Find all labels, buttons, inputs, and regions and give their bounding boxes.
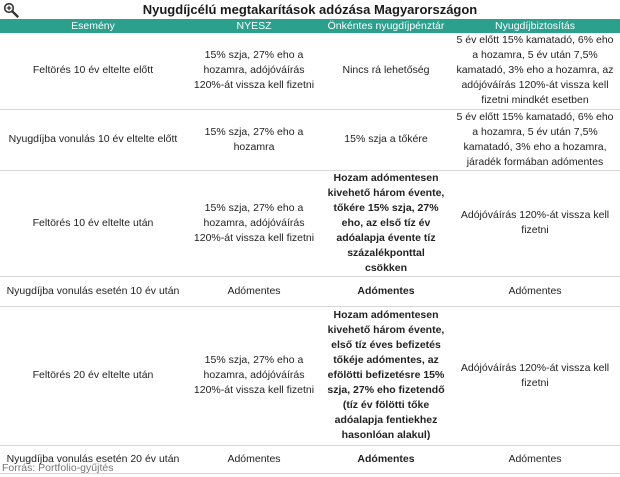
table-row: [0, 306, 620, 445]
table-cell: Nyugdíjba vonulás 10 év eltelte előtt: [0, 109, 186, 170]
table-cell: Adómentes: [322, 445, 450, 473]
table-row: [0, 109, 620, 170]
column-header-event: Esemény: [0, 19, 186, 33]
table-cell: Adómentes: [450, 276, 620, 306]
table-cell: Nyugdíjba vonulás esetén 10 év után: [0, 276, 186, 306]
column-header-pension-fund: Önkéntes nyugdíjpénztár: [322, 19, 450, 33]
table-cell: 15% szja, 27% eho a hozamra, adójóváírás 120%-át vissza kell fizetni: [186, 306, 322, 445]
table-cell: 5 év előtt 15% kamatadó, 6% eho a hozamra, 5 év után 7,5% kamatadó, 3% eho a hozamra, az adójóváírás 120%-át vissza kell fizetni mindkét esetben: [450, 33, 620, 109]
table-cell: Adómentes: [450, 445, 620, 473]
table-cell: Feltörés 20 év eltelte után: [0, 306, 186, 445]
table-cell: Adómentes: [322, 276, 450, 306]
table-cell: Hozam adómentesen kivehető három évente, első tíz éves befizetés tőkéje adómentes, az efölötti befizetésre 15% szja, 27% eho fizetendő (tíz év fölötti tőke adóalapja fentiekhez hasonlóan alakul): [322, 306, 450, 445]
table-row: [0, 33, 620, 109]
table-cell: Adómentes: [186, 445, 322, 473]
table-cell: Hozam adómentesen kivehető három évente, tőkére 15% szja, 27% eho, az első tíz év adóalapja évente tíz százalékponttal csökken: [322, 170, 450, 276]
table-cell: Adómentes: [186, 276, 322, 306]
table-cell: Nincs rá lehetőség: [322, 33, 450, 109]
table-cell: Feltörés 10 év eltelte előtt: [0, 33, 186, 109]
table-cell: 5 év előtt 15% kamatadó, 6% eho a hozamra, 5 év után 7,5% kamatadó, 3% eho a hozamra, járadék formában adómentes: [450, 109, 620, 170]
table-cell: 15% szja a tőkére: [322, 109, 450, 170]
column-header-nyesz: NYESZ: [186, 19, 322, 33]
table-cell: Feltörés 10 év eltelte után: [0, 170, 186, 276]
source-note: Forrás: Portfolio-gyűjtés: [2, 462, 114, 474]
table-cell: 15% szja, 27% eho a hozamra, adójóváírás 120%-át vissza kell fizetni: [186, 33, 322, 109]
table-cell: 15% szja, 27% eho a hozamra, adójóváírás 120%-át vissza kell fizetni: [186, 170, 322, 276]
column-header-pension-insurance: Nyugdíjbiztosítás: [450, 19, 620, 33]
table-row: [0, 276, 620, 306]
table-row: [0, 170, 620, 276]
table-cell: Nyugdíjba vonulás esetén 20 év után: [0, 445, 186, 473]
table-cell: Adójóváírás 120%-át vissza kell fizetni: [450, 306, 620, 445]
table-cell: Adójóváírás 120%-át vissza kell fizetni: [450, 170, 620, 276]
table-cell: 15% szja, 27% eho a hozamra: [186, 109, 322, 170]
page-title: Nyugdíjcélú megtakarítások adózása Magyarországon: [142, 2, 478, 17]
tax-table: [0, 19, 620, 474]
table-header-row: [0, 19, 620, 33]
